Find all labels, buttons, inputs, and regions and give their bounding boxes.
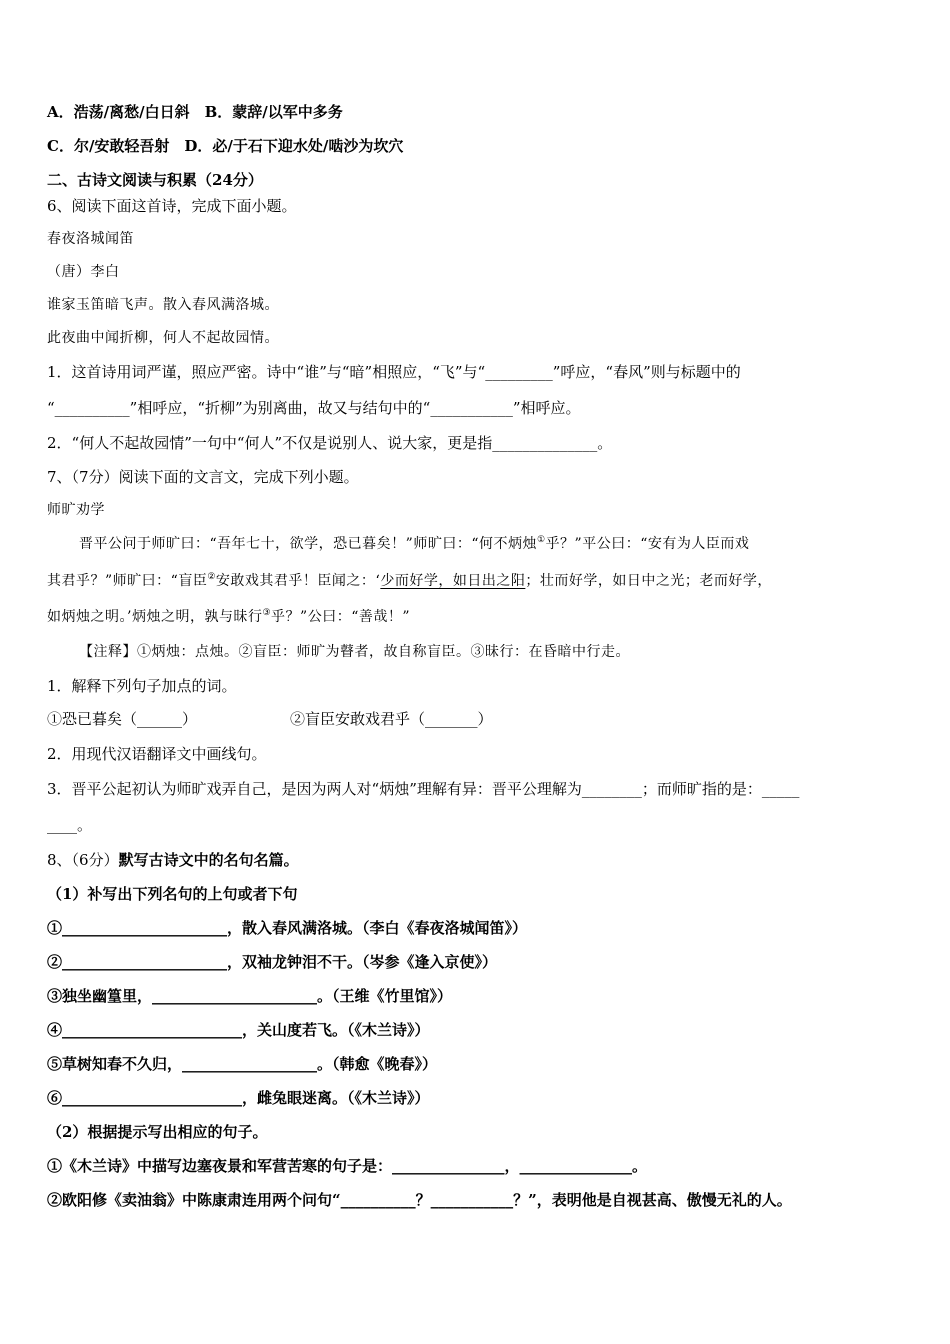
fill-item-4: ④________________________，关山度若飞。（《木兰诗》） [47, 1021, 430, 1039]
q8-part2: （2）根据提示写出相应的句子。 [47, 1123, 268, 1141]
q8-part1: （1）补写出下列名句的上句或者下句 [47, 885, 298, 903]
q8-part2-item2: ②欧阳修《卖油翁》中陈康肃连用两个问句“__________？___________？”，表明他是自视甚高、傲慢无礼的人。 [47, 1191, 792, 1209]
fill-item-5: ⑤草树知春不久归，__________________。（韩愈《晚春》） [47, 1055, 438, 1073]
underlined-sentence: 少而好学，如日出之阳 [380, 573, 526, 589]
q6-sub1-line2: “__________”相呼应，“折柳”为别离曲，故又与结句中的“___________”相呼应。 [47, 399, 581, 417]
option-ab: A．浩荡/离愁/白日斜 B．蒙辞/以军中多务 [47, 103, 343, 121]
passage-text: 乎？”公曰：“善哉！” [271, 609, 411, 625]
passage-text: 乎？”平公曰：“安有为人臣而戏 [545, 536, 750, 552]
q8-instruction: 默写古诗文中的名句名篇。 [118, 851, 299, 869]
passage-text: 其君乎？”师旷曰：“盲臣 [47, 573, 208, 589]
footnote-mark: ③ [262, 608, 272, 618]
q7-sub1-item2: ②盲臣安敢戏君乎（_______） [290, 710, 493, 728]
passage-title: 师旷劝学 [47, 502, 105, 518]
footnote-mark: ② [207, 572, 216, 582]
q7-sub2: 2．用现代汉语翻译文中画线句。 [47, 745, 267, 763]
passage-text: ；壮而好学，如日中之光；老而好学， [525, 573, 772, 589]
poem-title: 春夜洛城闻笛 [47, 231, 134, 247]
q8-part2-item1: ①《木兰诗》中描写边塞夜景和军营苦寒的句子是：_______________，_______________。 [47, 1157, 648, 1175]
poem-line-2: 此夜曲中闻折柳，何人不起故园情。 [47, 330, 279, 346]
fill-item-3: ③独坐幽篁里，______________________。（王维《竹里馆》） [47, 987, 453, 1005]
annotation: 【注释】①炳烛：点烛。②盲臣：师旷为瞽者，故自称盲臣。③昧行：在昏暗中行走。 [79, 644, 630, 660]
option-cd: C．尔/安敢轻吾射 D．必/于石下迎水处/啮沙为坎穴 [47, 137, 404, 155]
passage-line-2 [47, 571, 772, 591]
q7-intro: 7、（7分）阅读下面的文言文，完成下列小题。 [47, 468, 359, 486]
q7-sub3-line2: ____。 [47, 816, 93, 834]
footnote-mark: ① [536, 535, 546, 545]
q8-intro [47, 850, 299, 870]
passage-text: 安敢戏其君乎！臣闻之：‘ [215, 573, 381, 589]
q7-sub1-item1: ①恐已暮矣（______） [47, 710, 198, 728]
poem-line-1: 谁家玉笛暗飞声。散入春风满洛城。 [47, 297, 279, 313]
q8-number: 8、（6分） [47, 851, 119, 869]
section-heading: 二、古诗文阅读与积累（24分） [47, 171, 263, 189]
q7-sub1: 1．解释下列句子加点的词。 [47, 677, 237, 695]
q6-sub1-line1: 1．这首诗用词严谨，照应严密。诗中“谁”与“暗”相照应，“飞”与“_________”呼应，“春风”则与标题中的 [47, 363, 741, 381]
q7-sub3-line1: 3．晋平公起初认为师旷戏弄自己，是因为两人对“炳烛”理解有异：晋平公理解为________；而师旷指的是：_____ [47, 780, 800, 798]
fill-item-1: ①______________________，散入春风满洛城。（李白《春夜洛城闻笛》） [47, 919, 528, 937]
q6-intro: 6、阅读下面这首诗，完成下面小题。 [47, 197, 297, 215]
fill-item-2: ②______________________，双袖龙钟泪不干。（岑参《逢入京使》） [47, 953, 498, 971]
poem-author: （唐）李白 [47, 264, 120, 280]
fill-item-6: ⑥________________________，雌兔眼迷离。（《木兰诗》） [47, 1089, 430, 1107]
passage-text: 如炳烛之明。’炳烛之明，孰与昧行 [47, 609, 263, 625]
passage-text: 晋平公问于师旷曰：“吾年七十，欲学，恐已暮矣！”师旷曰：“何不炳烛 [79, 536, 537, 552]
q6-sub2: 2．“何人不起故园情”一句中“何人”不仅是说别人、说大家，更是指______________。 [47, 434, 613, 452]
passage-line-1 [79, 534, 749, 554]
passage-line-3 [47, 607, 410, 627]
